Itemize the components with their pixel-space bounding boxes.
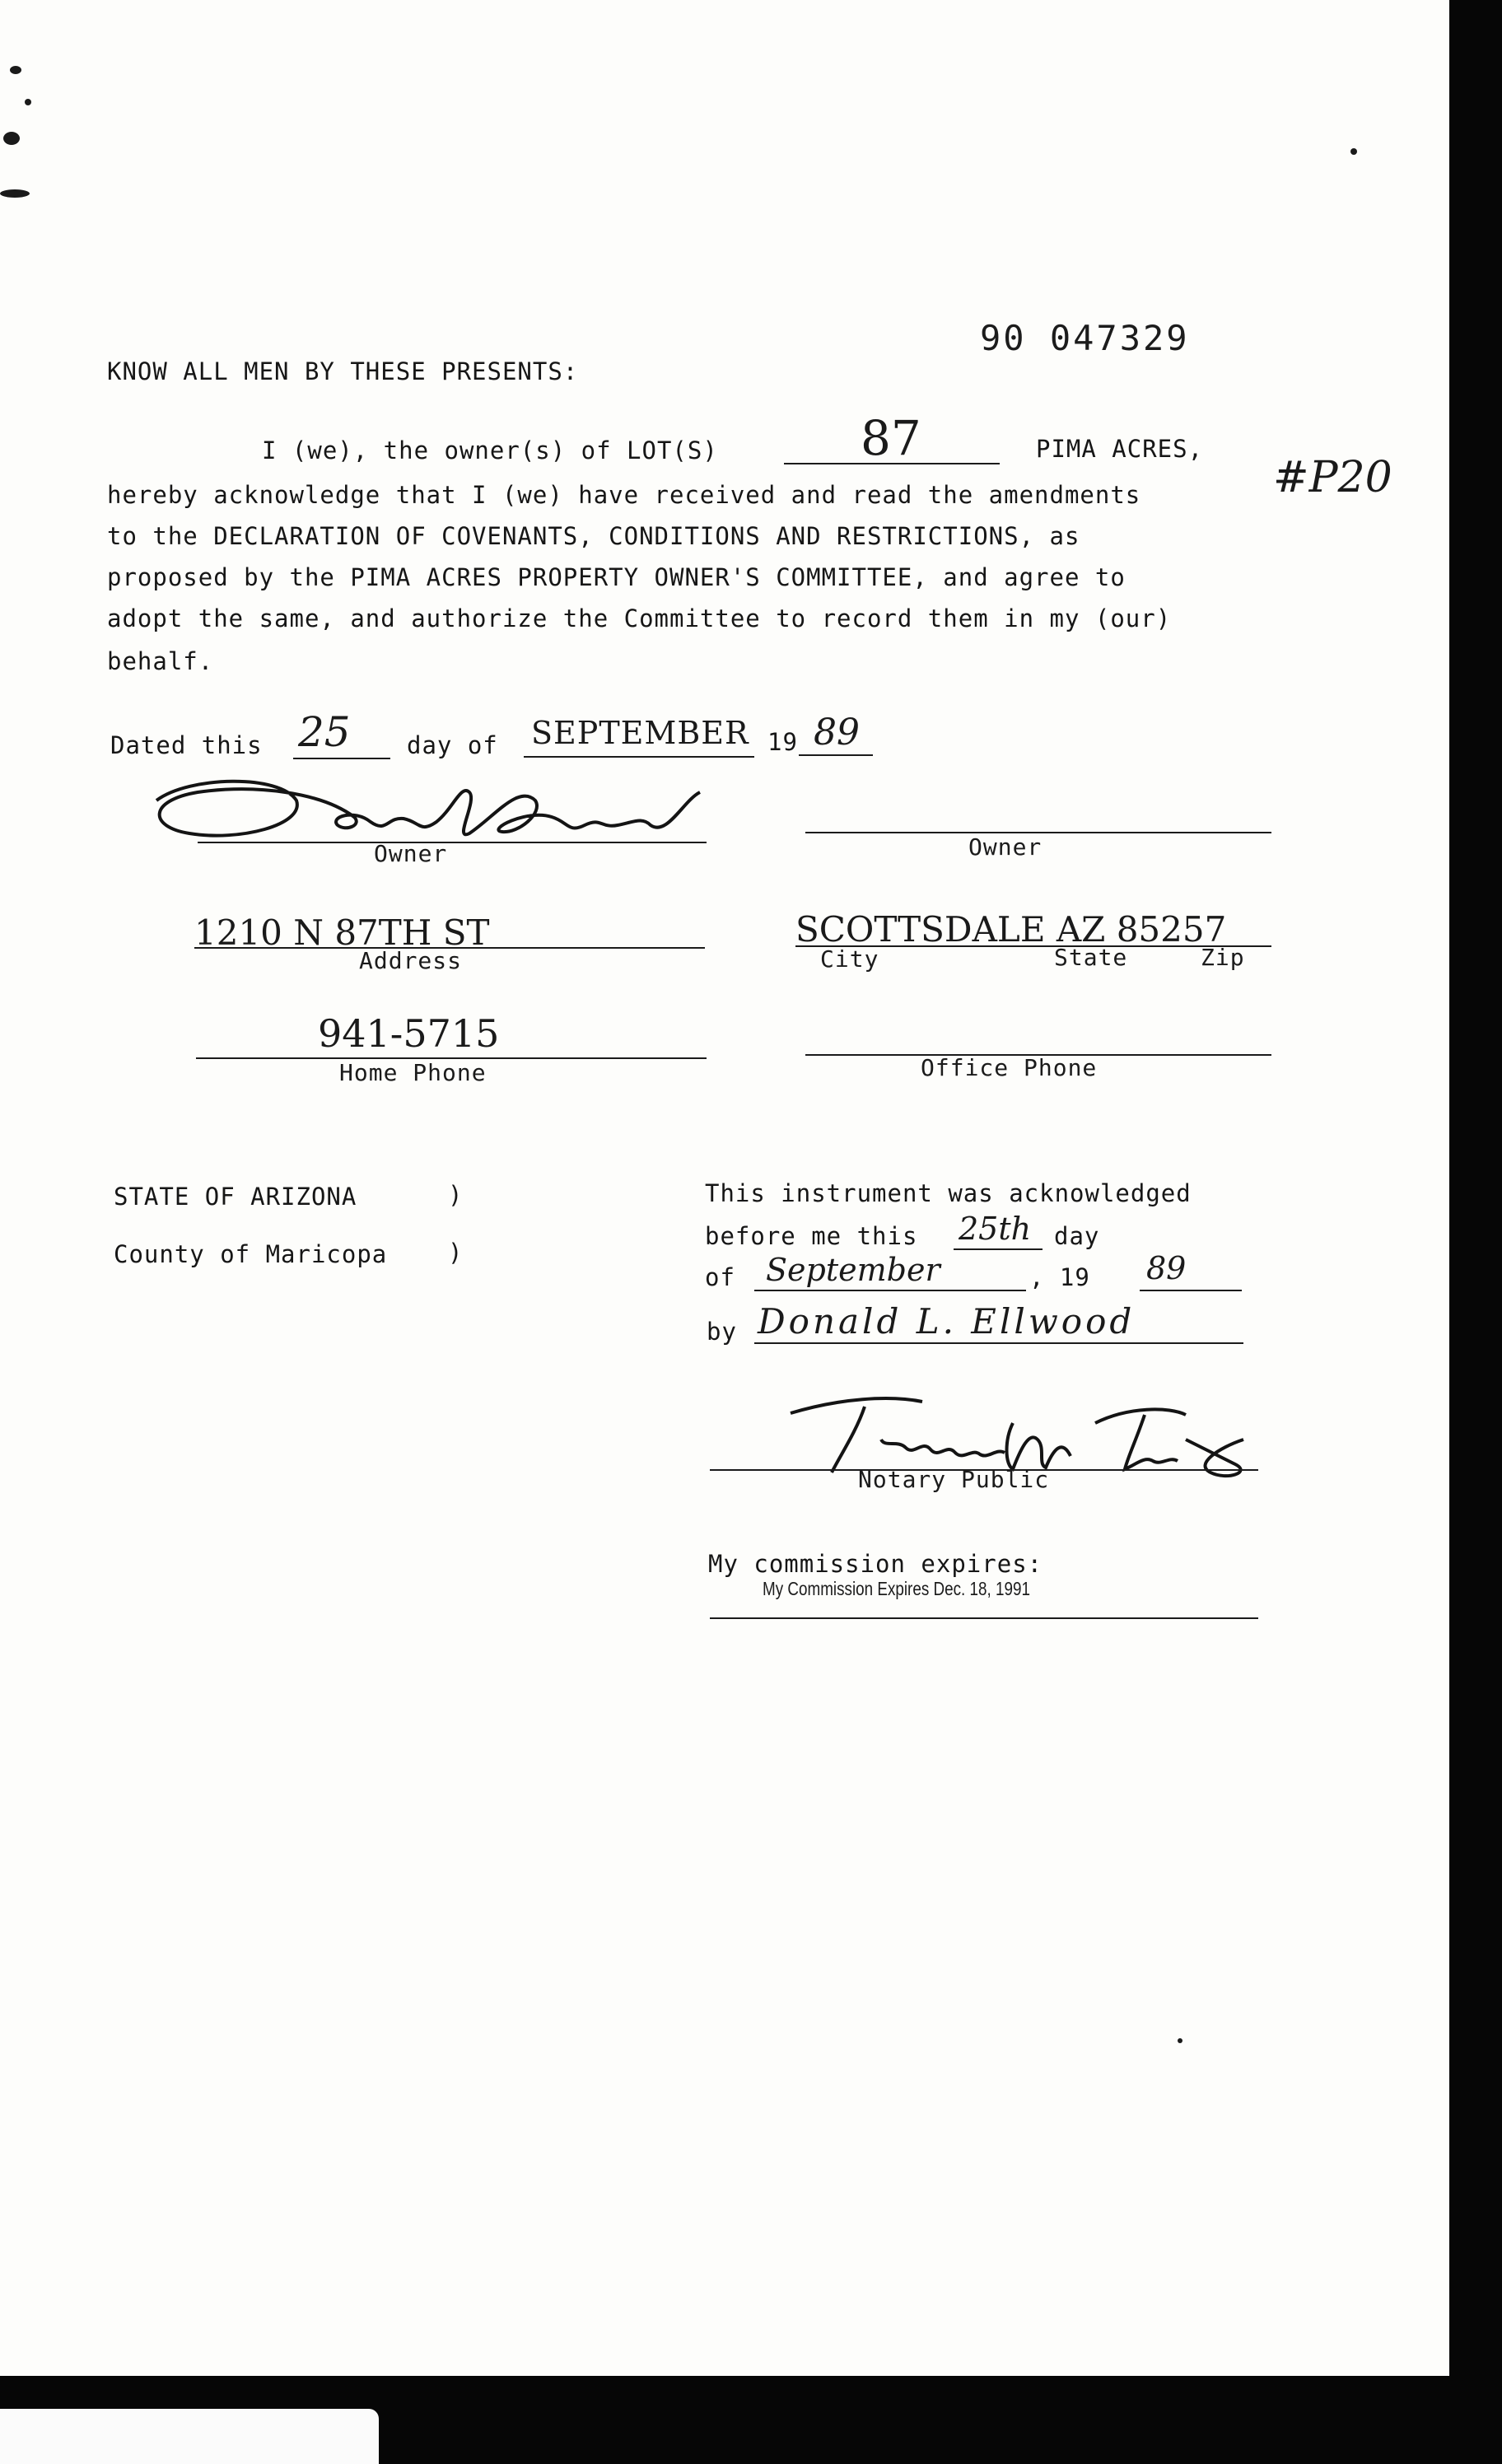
- ack-line-1: This instrument was acknowledged: [705, 1179, 1192, 1207]
- scan-speck: [1350, 148, 1357, 155]
- owner-label-1: Owner: [374, 840, 448, 867]
- dated-month-line: [524, 756, 754, 758]
- ack-year-prefix: , 19: [1029, 1263, 1090, 1291]
- body-line-5: adopt the same, and authorize the Committee to record them in my (our): [107, 604, 1172, 632]
- venue-county-paren: ): [448, 1239, 464, 1267]
- commission-label: My commission expires:: [708, 1550, 1043, 1578]
- venue-state-paren: ): [448, 1181, 464, 1209]
- city-state-zip-handwritten: SCOTTSDALE AZ 85257: [795, 909, 1227, 950]
- ack-month-handwritten: September: [766, 1252, 940, 1288]
- dated-middle: day of: [407, 731, 498, 759]
- body-line-6: behalf.: [107, 647, 214, 675]
- scan-speck: [25, 99, 31, 105]
- lot-number-handwritten: 87: [861, 410, 921, 466]
- home-phone-handwritten: 941-5715: [318, 1011, 500, 1056]
- notary-public-label: Notary Public: [858, 1466, 1050, 1493]
- zip-label: Zip: [1201, 944, 1245, 971]
- dated-year-prefix: 19: [767, 728, 798, 756]
- scan-speck: [1178, 2038, 1182, 2043]
- body-line-1-suffix: PIMA ACRES,: [1036, 435, 1204, 463]
- owner-line-1: [198, 842, 707, 843]
- commission-line: [710, 1617, 1258, 1619]
- body-line-1-prefix: I (we), the owner(s) of LOT(S): [262, 436, 718, 464]
- document-number: 90 047329: [980, 318, 1190, 358]
- margin-note-handwritten: #P20: [1273, 453, 1392, 502]
- ack-month-line: [754, 1290, 1026, 1291]
- office-phone-label: Office Phone: [921, 1054, 1098, 1081]
- dated-month-handwritten: SEPTEMBER: [531, 715, 749, 751]
- ack-by-label: by: [707, 1318, 737, 1346]
- scan-speck: [0, 189, 30, 198]
- home-phone-label: Home Phone: [339, 1059, 487, 1086]
- dated-day-line: [293, 758, 390, 759]
- ack-year-handwritten: 89: [1146, 1250, 1187, 1286]
- dated-year-line: [799, 754, 873, 756]
- body-line-3: to the DECLARATION OF COVENANTS, CONDITIONS AND RESTRICTIONS, as: [107, 522, 1080, 550]
- ack-year-line: [1140, 1290, 1242, 1291]
- city-label: City: [820, 945, 879, 973]
- ack-of-label: of: [705, 1263, 735, 1291]
- dated-prefix: Dated this: [110, 731, 263, 759]
- ack-day-line: [954, 1248, 1043, 1250]
- dated-day-handwritten: 25: [298, 708, 351, 756]
- dated-year-handwritten: 89: [814, 712, 860, 754]
- document-heading: KNOW ALL MEN BY THESE PRESENTS:: [107, 357, 579, 385]
- scan-speck: [10, 66, 21, 74]
- ack-name-handwritten: Donald L. Ellwood: [758, 1301, 1136, 1342]
- ack-line-2-prefix: before me this: [705, 1222, 918, 1250]
- address-label: Address: [359, 947, 463, 974]
- body-line-2: hereby acknowledge that I (we) have received and read the amendments: [107, 481, 1141, 509]
- ack-line-2-suffix: day: [1054, 1222, 1100, 1250]
- address-handwritten: 1210 N 87TH ST: [194, 912, 490, 953]
- owner-label-2: Owner: [968, 833, 1043, 861]
- scan-white-tab: [0, 2409, 379, 2464]
- commission-expiry-stamp: My Commission Expires Dec. 18, 1991: [763, 1578, 1030, 1599]
- scan-speck: [3, 132, 20, 145]
- ack-day-handwritten: 25th: [959, 1211, 1032, 1247]
- venue-county: County of Maricopa: [114, 1240, 388, 1268]
- scan-border-right: [1449, 0, 1502, 2464]
- ack-name-line: [754, 1342, 1243, 1344]
- venue-state: STATE OF ARIZONA: [114, 1183, 357, 1211]
- state-label: State: [1054, 944, 1128, 971]
- body-line-4: proposed by the PIMA ACRES PROPERTY OWNER'S COMMITTEE, and agree to: [107, 563, 1126, 591]
